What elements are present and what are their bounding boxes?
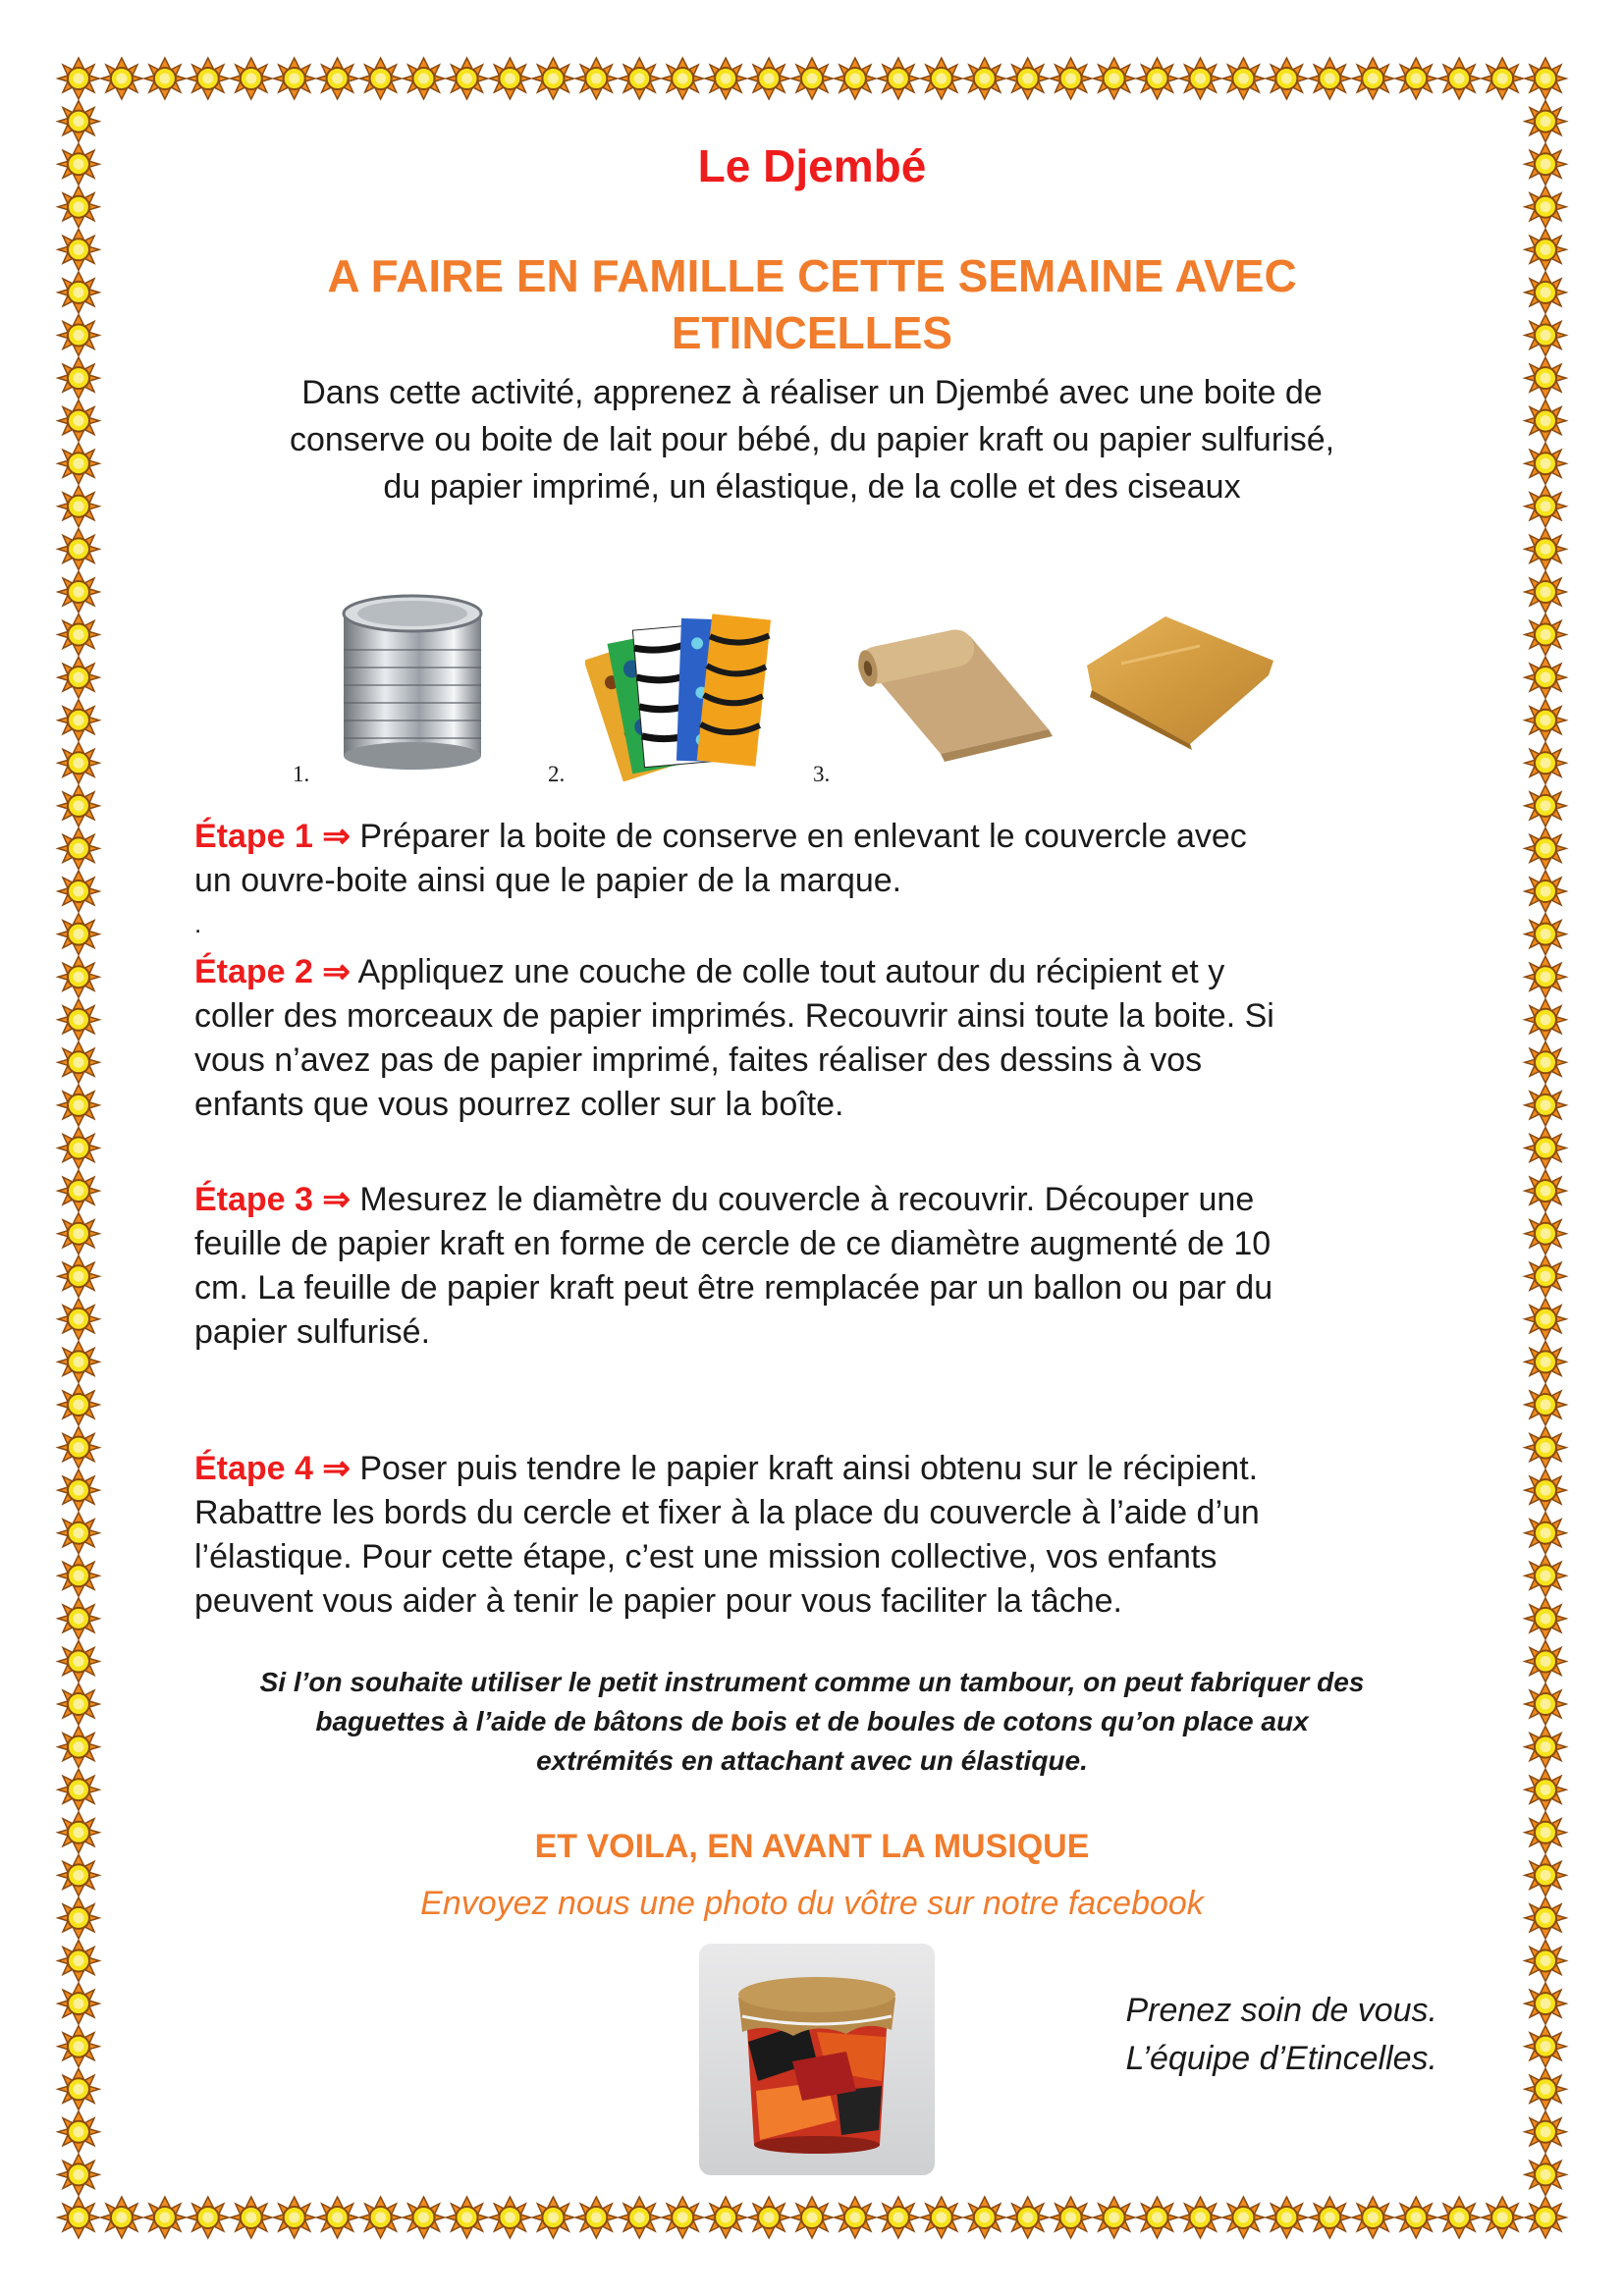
note-line: baguettes à l’aide de bâtons de bois et de boules de cotons qu’on place aux bbox=[315, 1706, 1309, 1736]
sunflower-icon bbox=[58, 1427, 99, 1468]
sunflower-icon bbox=[1525, 1513, 1566, 1554]
sunflower-icon bbox=[532, 58, 573, 99]
sunflower-icon bbox=[1094, 2197, 1135, 2238]
sunflower-icon bbox=[1525, 657, 1566, 698]
sunflower-icon bbox=[1525, 1598, 1566, 1639]
signoff-line: L’équipe d’Etincelles. bbox=[1125, 2040, 1437, 2077]
step-text: Appliquez une couche de colle tout autour du récipient et y bbox=[357, 953, 1225, 990]
step-label: Étape 1 bbox=[194, 818, 313, 855]
sunflower-icon bbox=[58, 101, 99, 142]
step-label: Étape 2 bbox=[194, 953, 313, 990]
sunflower-icon bbox=[360, 2197, 402, 2238]
sunflower-icon bbox=[58, 1469, 99, 1511]
sunflower-icon bbox=[1525, 828, 1566, 869]
sunflower-icon bbox=[835, 2197, 876, 2238]
sunflower-icon bbox=[1438, 2197, 1480, 2238]
sunflower-icon bbox=[58, 1941, 99, 1982]
sunflower-icon bbox=[58, 1170, 99, 1211]
sunflower-icon bbox=[619, 2197, 660, 2238]
sunflower-icon bbox=[1525, 101, 1566, 142]
sunflower-icon bbox=[58, 1555, 99, 1596]
sunflower-icon bbox=[1222, 2197, 1264, 2238]
sunflower-icon bbox=[662, 2197, 703, 2238]
step-text: peuvent vous aider à tenir le papier pour vous faciliter la tâche. bbox=[194, 1582, 1122, 1620]
step-4 bbox=[194, 1447, 1435, 1624]
sunflower-icon bbox=[58, 2111, 99, 2153]
sunflower-icon bbox=[58, 956, 99, 997]
sunflower-icon bbox=[58, 187, 99, 228]
separator-dot: . bbox=[194, 909, 202, 938]
sunflower-icon bbox=[58, 571, 99, 613]
signoff bbox=[1125, 1987, 1437, 2083]
sunflower-icon bbox=[878, 58, 919, 99]
printed-paper-image bbox=[585, 605, 772, 781]
intro-line: Dans cette activité, apprenez à réaliser un Djembé avec une boite de bbox=[301, 374, 1323, 411]
sunflower-icon bbox=[360, 58, 402, 99]
sunflower-icon bbox=[1266, 2197, 1307, 2238]
sunflower-icon bbox=[1482, 58, 1523, 99]
sunflower-icon bbox=[1007, 58, 1049, 99]
sunflower-icon bbox=[58, 2068, 99, 2109]
sunflower-icon bbox=[58, 785, 99, 827]
sunflower-icon bbox=[964, 58, 1005, 99]
djembe-photo bbox=[699, 1944, 935, 2175]
sunflower-icon bbox=[1352, 2197, 1393, 2238]
sunflower-icon bbox=[1525, 2068, 1566, 2109]
sunflower-icon bbox=[144, 58, 186, 99]
sunflower-icon bbox=[58, 700, 99, 741]
step-text: enfants que vous pourrez coller sur la boîte. bbox=[194, 1086, 844, 1123]
step-text: l’élastique. Pour cette étape, c’est une mission collective, vos enfants bbox=[194, 1538, 1218, 1575]
sunflower-icon bbox=[274, 58, 315, 99]
material-label: 3. bbox=[813, 762, 831, 786]
step-3 bbox=[194, 1178, 1435, 1355]
sunflower-icon bbox=[791, 58, 833, 99]
sunflower-icon bbox=[1438, 58, 1480, 99]
sunflower-icon bbox=[1525, 1469, 1566, 1511]
subtitle-line: ETINCELLES bbox=[671, 307, 953, 358]
sunflower-icon bbox=[1525, 2111, 1566, 2153]
step-2 bbox=[194, 950, 1435, 1127]
sunflower-icon bbox=[58, 914, 99, 955]
sunflower-icon bbox=[58, 1041, 99, 1083]
sunflower-icon bbox=[1525, 742, 1566, 783]
sunflower-icon bbox=[1525, 187, 1566, 228]
sunflower-icon bbox=[1007, 2197, 1049, 2238]
sunflower-icon bbox=[1051, 58, 1092, 99]
sunflower-icon bbox=[188, 2197, 229, 2238]
step-label: Étape 3 bbox=[194, 1181, 313, 1218]
sunflower-icon bbox=[58, 614, 99, 656]
sunflower-icon bbox=[1525, 2197, 1566, 2238]
sunflower-icon bbox=[1482, 2197, 1523, 2238]
sunflower-icon bbox=[835, 58, 876, 99]
sunflower-icon bbox=[575, 58, 617, 99]
note-line: extrémités en attachant avec un élastique. bbox=[536, 1745, 1088, 1776]
sunflower-icon bbox=[1137, 2197, 1178, 2238]
tip-note bbox=[0, 1663, 1624, 1781]
sulfurized-paper-image bbox=[1082, 607, 1278, 754]
sunflower-icon bbox=[58, 1384, 99, 1425]
sunflower-icon bbox=[1309, 58, 1350, 99]
material-label: 1. bbox=[293, 762, 310, 786]
sunflower-icon bbox=[1180, 58, 1221, 99]
sunflower-icon bbox=[58, 58, 99, 99]
step-text: un ouvre-boite ainsi que le papier de la marque. bbox=[194, 862, 902, 899]
step-1 bbox=[194, 815, 1435, 903]
sunflower-icon bbox=[1395, 58, 1436, 99]
sunflower-icon bbox=[1525, 1983, 1566, 2024]
sunflower-icon bbox=[58, 1513, 99, 1554]
subtitle bbox=[0, 247, 1624, 361]
sunflower-icon bbox=[964, 2197, 1005, 2238]
sunflower-icon bbox=[1352, 58, 1393, 99]
step-text: Préparer la boite de conserve en enlevant le couvercle avec bbox=[359, 818, 1247, 855]
sunflower-icon bbox=[575, 2197, 617, 2238]
sunflower-icon bbox=[58, 871, 99, 912]
step-text: Mesurez le diamètre du couvercle à recouvrir. Découper une bbox=[359, 1181, 1255, 1218]
sunflower-icon bbox=[1525, 1213, 1566, 1255]
sunflower-icon bbox=[58, 1341, 99, 1382]
arrow-icon: ⇒ bbox=[322, 1450, 351, 1487]
sunflower-icon bbox=[58, 1299, 99, 1340]
sunflower-icon bbox=[1525, 528, 1566, 569]
sunflower-icon bbox=[447, 58, 488, 99]
sunflower-icon bbox=[662, 58, 703, 99]
arrow-icon: ⇒ bbox=[322, 1181, 351, 1218]
sunflower-icon bbox=[101, 58, 142, 99]
sunflower-icon bbox=[748, 2197, 789, 2238]
sunflower-icon bbox=[705, 58, 746, 99]
page-title: Le Djembé bbox=[697, 140, 927, 191]
sunflower-icon bbox=[1525, 571, 1566, 613]
sunflower-icon bbox=[748, 58, 789, 99]
sunflower-icon bbox=[58, 2197, 99, 2238]
intro-line: conserve ou boite de lait pour bébé, du papier kraft ou papier sulfurisé, bbox=[289, 421, 1335, 458]
call-to-action: Envoyez nous une photo du vôtre sur notre facebook bbox=[420, 1885, 1204, 1922]
arrow-icon: ⇒ bbox=[322, 953, 351, 990]
sunflower-icon bbox=[404, 58, 445, 99]
sunflower-icon bbox=[231, 58, 272, 99]
kraft-paper-roll-image bbox=[852, 616, 1058, 764]
sunflower-icon bbox=[921, 58, 962, 99]
sunflower-icon bbox=[1395, 2197, 1436, 2238]
sunflower-icon bbox=[1525, 58, 1566, 99]
sunflower-icon bbox=[1525, 1341, 1566, 1382]
tin-can-image bbox=[329, 589, 496, 775]
sunflower-icon bbox=[921, 2197, 962, 2238]
sunflower-icon bbox=[1525, 914, 1566, 955]
sunflower-icon bbox=[532, 2197, 573, 2238]
sunflower-icon bbox=[231, 2197, 272, 2238]
sunflower-icon bbox=[1525, 1085, 1566, 1126]
sunflower-icon bbox=[1525, 956, 1566, 997]
sunflower-icon bbox=[1525, 999, 1566, 1041]
sunflower-icon bbox=[58, 657, 99, 698]
sunflower-icon bbox=[58, 1598, 99, 1639]
sunflower-icon bbox=[1525, 1041, 1566, 1083]
sunflower-icon bbox=[1525, 1255, 1566, 1297]
sunflower-icon bbox=[1525, 2154, 1566, 2195]
sunflower-icon bbox=[1525, 1427, 1566, 1468]
sunflower-icon bbox=[188, 58, 229, 99]
sunflower-icon bbox=[1137, 58, 1178, 99]
sunflower-icon bbox=[58, 742, 99, 783]
sunflower-icon bbox=[1309, 2197, 1350, 2238]
subtitle-line: A FAIRE EN FAMILLE CETTE SEMAINE AVEC bbox=[327, 250, 1297, 301]
sunflower-icon bbox=[1222, 58, 1264, 99]
step-text: Poser puis tendre le papier kraft ainsi obtenu sur le récipient. bbox=[359, 1450, 1259, 1487]
sunflower-icon bbox=[58, 1983, 99, 2024]
sunflower-icon bbox=[58, 528, 99, 569]
sunflower-icon bbox=[58, 828, 99, 869]
sunflower-icon bbox=[274, 2197, 315, 2238]
sunflower-icon bbox=[791, 2197, 833, 2238]
arrow-icon: ⇒ bbox=[322, 818, 351, 855]
intro-paragraph bbox=[0, 369, 1624, 510]
sunflower-icon bbox=[878, 2197, 919, 2238]
sunflower-icon bbox=[317, 58, 358, 99]
step-text: cm. La feuille de papier kraft peut être remplacée par un ballon ou par du bbox=[194, 1269, 1273, 1307]
sunflower-icon bbox=[1525, 614, 1566, 656]
sunflower-icon bbox=[1094, 58, 1135, 99]
step-label: Étape 4 bbox=[194, 1450, 313, 1487]
sunflower-icon bbox=[404, 2197, 445, 2238]
conclusion-heading: ET VOILA, EN AVANT LA MUSIQUE bbox=[534, 1828, 1090, 1865]
step-text: coller des morceaux de papier imprimés. Recouvrir ainsi toute la boite. Si bbox=[194, 997, 1274, 1035]
sunflower-icon bbox=[144, 2197, 186, 2238]
sunflower-icon bbox=[58, 999, 99, 1041]
sunflower-icon bbox=[1525, 1170, 1566, 1211]
sunflower-icon bbox=[58, 1085, 99, 1126]
sunflower-icon bbox=[447, 2197, 488, 2238]
sunflower-icon bbox=[58, 1255, 99, 1297]
sunflower-icon bbox=[1525, 2026, 1566, 2067]
intro-line: du papier imprimé, un élastique, de la colle et des ciseaux bbox=[383, 468, 1241, 506]
step-text: papier sulfurisé. bbox=[194, 1313, 431, 1351]
material-label: 2. bbox=[548, 762, 566, 786]
sunflower-icon bbox=[1525, 1384, 1566, 1425]
step-text: Rabattre les bords du cercle et fixer à la place du couvercle à l’aide d’un bbox=[194, 1494, 1260, 1531]
sunflower-icon bbox=[1525, 785, 1566, 827]
sunflower-icon bbox=[101, 2197, 142, 2238]
note-line: Si l’on souhaite utiliser le petit instrument comme un tambour, on peut fabriquer des bbox=[259, 1667, 1365, 1697]
sunflower-icon bbox=[1525, 1299, 1566, 1340]
sunflower-icon bbox=[619, 58, 660, 99]
sunflower-icon bbox=[58, 2026, 99, 2067]
sunflower-icon bbox=[58, 2154, 99, 2195]
sunflower-icon bbox=[705, 2197, 746, 2238]
sunflower-icon bbox=[1525, 1555, 1566, 1596]
step-text: vous n’avez pas de papier imprimé, faites réaliser des dessins à vos bbox=[194, 1041, 1203, 1079]
sunflower-icon bbox=[317, 2197, 358, 2238]
sunflower-icon bbox=[489, 2197, 530, 2238]
sunflower-icon bbox=[1525, 1128, 1566, 1169]
sunflower-icon bbox=[1051, 2197, 1092, 2238]
signoff-line: Prenez soin de vous. bbox=[1125, 1992, 1437, 2029]
sunflower-icon bbox=[1525, 1941, 1566, 1982]
sunflower-icon bbox=[1525, 700, 1566, 741]
sunflower-icon bbox=[489, 58, 530, 99]
sunflower-icon bbox=[1525, 871, 1566, 912]
sunflower-icon bbox=[58, 1213, 99, 1255]
sunflower-icon bbox=[1180, 2197, 1221, 2238]
sunflower-icon bbox=[58, 1128, 99, 1169]
step-text: feuille de papier kraft en forme de cercle de ce diamètre augmenté de 10 bbox=[194, 1225, 1272, 1262]
sunflower-icon bbox=[1266, 58, 1307, 99]
